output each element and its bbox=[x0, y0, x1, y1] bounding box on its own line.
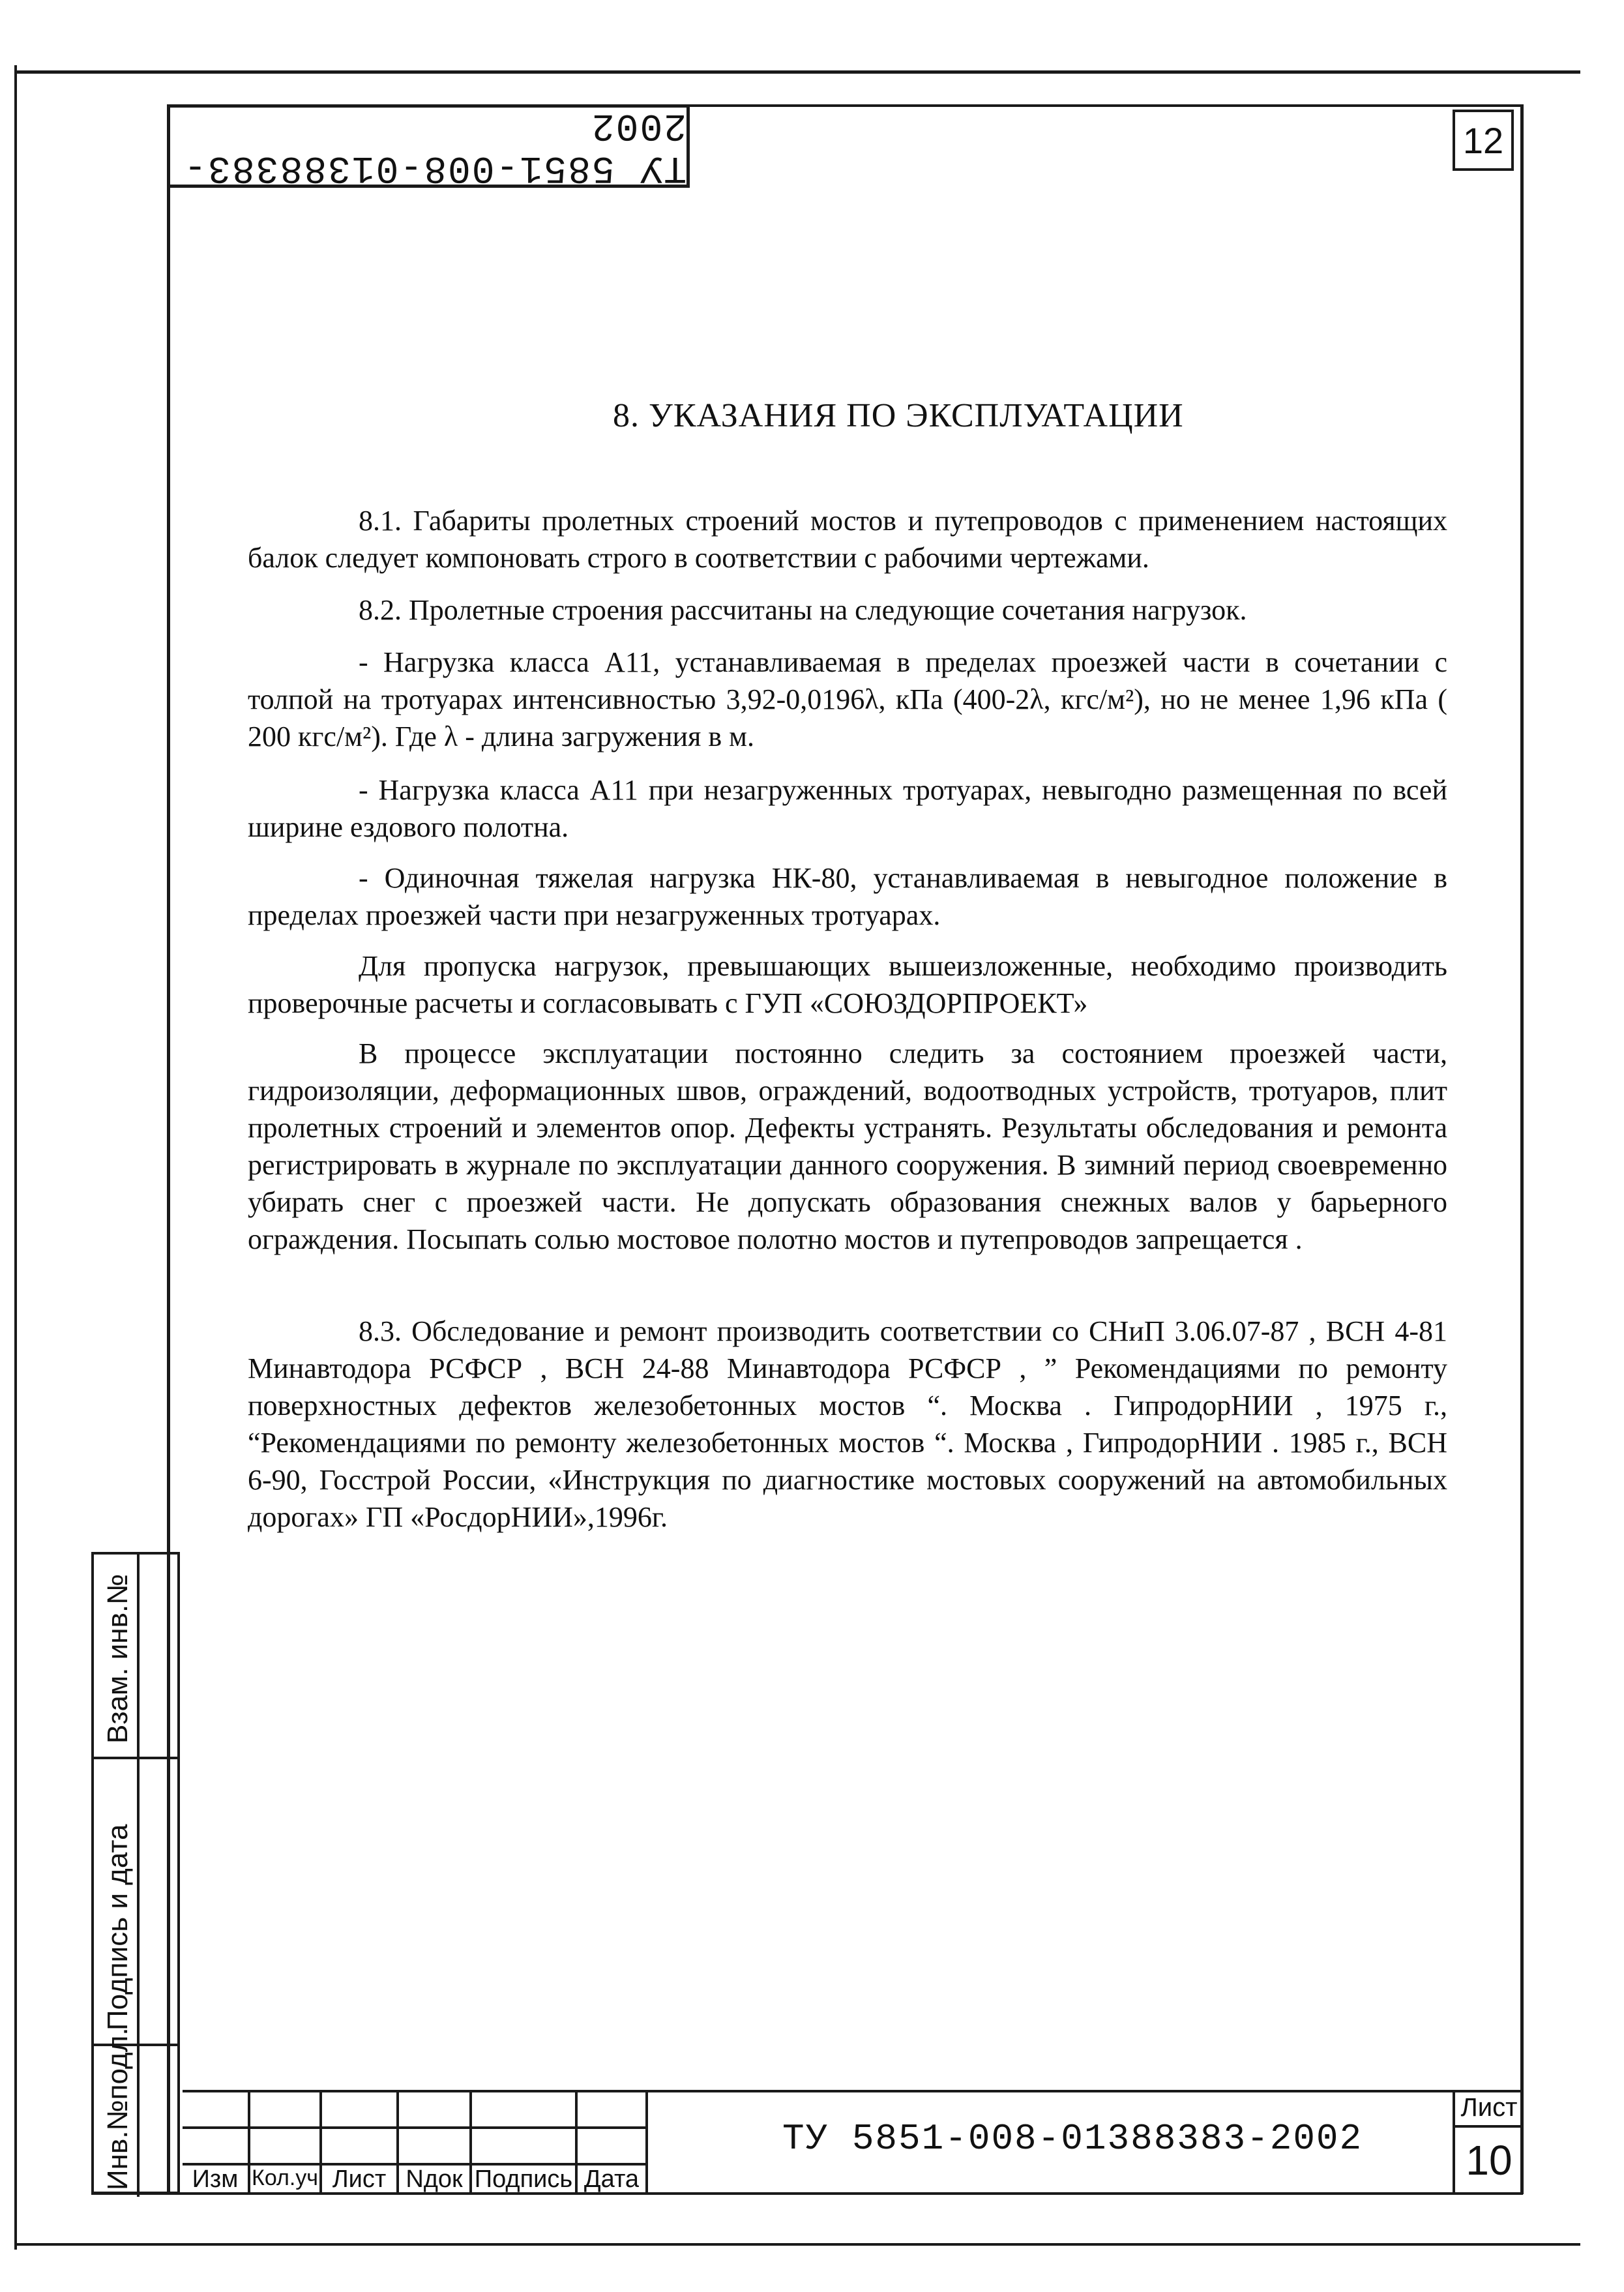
title-block-col-izm: Изм bbox=[192, 2165, 239, 2193]
frame-top-line bbox=[14, 70, 1580, 74]
paragraph-extra-loads: Для пропуска нагрузок, превышающих вышеизложенные, необходимо производить проверочные расчеты и согласовывать с ГУП «СОЮЗДОРПРОЕКТ» bbox=[248, 950, 1447, 1019]
paragraph-load-nk80: - Одиночная тяжелая нагрузка НК-80, устанавливаемая в невыгодное положение в пределах проезжей части при незагруженных тротуарах. bbox=[248, 862, 1447, 931]
frame-right-line bbox=[1520, 104, 1524, 2194]
sheet-label: Лист bbox=[1453, 2090, 1523, 2128]
page-number: 12 bbox=[1453, 110, 1514, 171]
title-block-doc-code: ТУ 5851-008-01388383-2002 bbox=[782, 2118, 1363, 2160]
paragraph-8-1: 8.1. Габариты пролетных строений мостов и путепроводов с применением настоящих балок следует компоновать строго в соответствии с рабочими чертежами. bbox=[248, 505, 1447, 574]
title-block-col-date: Дата bbox=[583, 2165, 640, 2193]
header-stamp bbox=[168, 104, 690, 188]
sheet-number: 10 bbox=[1453, 2128, 1523, 2193]
paragraph-8-3: 8.3. Обследование и ремонт производить соответствии со СНиП 3.06.07-87 , ВСН 4-81 Минавтодора РСФСР , ВСН 24-88 Минавтодора РСФСР , ” Рекомендациями по ремонту поверхностных дефектов железобетонных мостов “. Москва . ГипродорНИИ , 1975 г., “Рекомендациями по ремонту железобетонных мостов “. Москва , ГипродорНИИ . 1985 г., ВСН 6-90, Госстрой России, «Инструкция по диагностике мостовых сооружений на автомобильных дорогах» ГП «РосдорНИИ»,1996г. bbox=[248, 1315, 1447, 1533]
title-block-col-ndok: Nдок bbox=[406, 2165, 463, 2193]
paragraph-8-2: 8.2. Пролетные строения рассчитаны на следующие сочетания нагрузок. bbox=[359, 594, 1247, 626]
section-title: 8. УКАЗАНИЯ ПО ЭКСПЛУАТАЦИИ bbox=[613, 397, 1184, 434]
title-block-col-6 bbox=[645, 2092, 648, 2194]
paragraph-load-a11: - Нагрузка класса А11 при незагруженных тротуарах, невыгодно размещенная по всей ширине ездового полотна. bbox=[248, 774, 1447, 843]
side-stamp-row-line-1 bbox=[94, 1757, 180, 1759]
side-stamp-divider bbox=[137, 1555, 140, 2197]
title-block-col-list: Лист bbox=[332, 2165, 387, 2193]
title-block-col-kol-uch: Кол.уч bbox=[252, 2165, 318, 2190]
frame-bottom-line bbox=[14, 2243, 1580, 2246]
side-stamp bbox=[91, 1552, 180, 2194]
frame-left-outer-line bbox=[14, 65, 17, 2250]
paragraph-load-a11-crowd: - Нагрузка класса А11, устанавливаемая в пределах проезжей части в сочетании с толпой на тротуарах интенсивностью 3,92-0,0196λ, кПа (400-2λ, кгс/м²), но не менее 1,96 кПа ( 200 кгс/м²). Где λ - длина загружения в м. bbox=[248, 646, 1448, 752]
frame-inner-top-line bbox=[690, 104, 1520, 107]
side-stamp-signature-date: Подпись и дата bbox=[102, 1824, 134, 2031]
title-block-col-signature: Подпись bbox=[474, 2165, 573, 2193]
header-stamp-code: ТУ 5851-008-01388383-2002 bbox=[183, 104, 687, 188]
paragraph-maintenance: В процессе эксплуатации постоянно следить за состоянием проезжей части, гидроизоляции, деформационных швов, ограждений, водоотводных устройств, тротуаров, плит пролетных строений и элементов опор. Дефекты устранять. Результаты обследования и ремонта регистрировать в журнале по эксплуатации данного сооружения. В зимний период своевременно убирать снег с проезжей части. Не допускать образования снежных валов у барьерного ограждения. Посыпать солью мостовое полотно мостов и путепроводов запрещается . bbox=[248, 1037, 1447, 1255]
side-stamp-replace-inv: Взам. инв.№ bbox=[102, 1573, 134, 1744]
side-stamp-original-inv: Инв.№подл. bbox=[102, 2027, 134, 2190]
